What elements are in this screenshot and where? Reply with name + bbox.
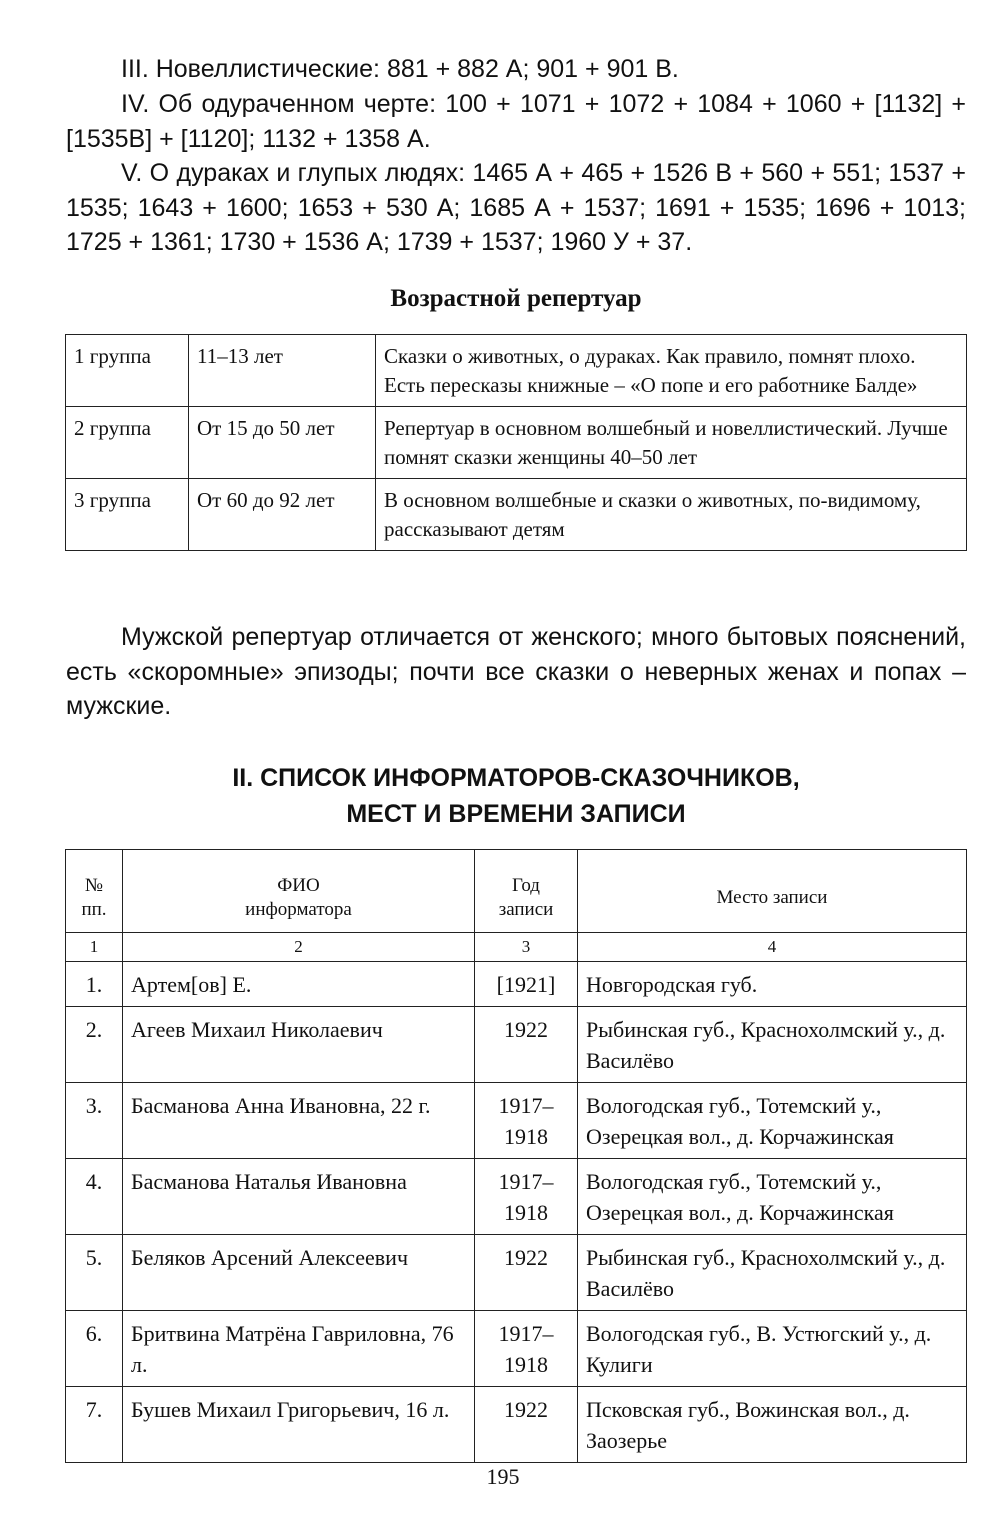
row-number: 2. (66, 1007, 123, 1083)
column-number: 1 (66, 933, 123, 962)
record-year: [1921] (475, 962, 578, 1007)
paragraph-novellistic: III. Новеллистические: 881 + 882 А; 901 + 901 В. (121, 55, 679, 83)
record-place: Псковская губ., Вожинская вол., д. Заозерье (578, 1387, 967, 1463)
row-number: 4. (66, 1159, 123, 1235)
table-row (66, 1007, 967, 1083)
informant-name: Басманова Анна Ивановна, 22 г. (123, 1083, 475, 1159)
age-range-cell: 11–13 лет (189, 335, 376, 407)
informant-name: Агеев Михаил Николаевич (123, 1007, 475, 1083)
header-year-line2: записи (498, 899, 554, 920)
age-group-cell: 3 группа (66, 479, 189, 551)
record-year: 1922 (475, 1387, 578, 1463)
header-year-line1: Год (512, 875, 540, 896)
header-place: Место записи (578, 850, 967, 933)
row-number: 1. (66, 962, 123, 1007)
title-line-1: II. СПИСОК ИНФОРМАТОРОВ-СКАЗОЧНИКОВ, (232, 764, 800, 792)
row-number: 3. (66, 1083, 123, 1159)
informant-name: Беляков Арсений Алексеевич (123, 1235, 475, 1311)
table-row (66, 335, 967, 407)
record-place: Рыбинская губ., Краснохолмский у., д. Василёво (578, 1007, 967, 1083)
repertoire-cell: Сказки о животных, о дураках. Как правило, помнят плохо. Есть пересказы книжные – «О попе и его работнике Балде» (376, 335, 967, 407)
table-row (66, 1235, 967, 1311)
column-number: 2 (123, 933, 475, 962)
column-number: 3 (475, 933, 578, 962)
record-place: Рыбинская губ., Краснохолмский у., д. Василёво (578, 1235, 967, 1311)
table-row (66, 1083, 967, 1159)
table-row (66, 962, 967, 1007)
header-number-line2: пп. (81, 899, 107, 920)
header-number (66, 850, 123, 933)
table-row (66, 407, 967, 479)
repertoire-cell: В основном волшебные и сказки о животных, по-видимому, рассказывают детям (376, 479, 967, 551)
repertoire-cell: Репертуар в основном волшебный и новеллистический. Лучше помнят сказки женщины 40–50 лет (376, 407, 967, 479)
paragraph-male-repertoire: Мужской репертуар отличается от женского; много бытовых пояснений, есть «скоромные» эпизоды; почти все сказки о неверных женах и попах – мужские. (66, 623, 966, 720)
paragraph-fools: V. О дураках и глупых людях: 1465 А + 465 + 1526 В + 560 + 551; 1537 + 1535; 1643 + 1600; 1653 + 530 А; 1685 А + 1537; 1691 + 1535; 1696 + 1013; 1725 + 1361; 1730 + 1536 А; 1739 + 1537; 1960 У + 37. (66, 159, 966, 256)
table-row (66, 1387, 967, 1463)
age-range-cell: От 15 до 50 лет (189, 407, 376, 479)
record-place: Новгородская губ. (578, 962, 967, 1007)
record-year: 1917–1918 (475, 1083, 578, 1159)
column-number-row (66, 933, 967, 962)
row-number: 6. (66, 1311, 123, 1387)
table-row (66, 1159, 967, 1235)
informant-name: Басманова Наталья Ивановна (123, 1159, 475, 1235)
age-group-cell: 2 группа (66, 407, 189, 479)
record-place: Вологодская губ., В. Устюгский у., д. Кулиги (578, 1311, 967, 1387)
row-number: 5. (66, 1235, 123, 1311)
informants-table (65, 849, 967, 1463)
informant-name: Бритвина Матрёна Гавриловна, 76 л. (123, 1311, 475, 1387)
header-row (66, 850, 967, 933)
record-year: 1922 (475, 1235, 578, 1311)
age-repertoire-table (65, 334, 967, 551)
table-row (66, 479, 967, 551)
title-line-2: МЕСТ И ВРЕМЕНИ ЗАПИСИ (346, 800, 686, 828)
table-row (66, 1311, 967, 1387)
age-group-cell: 1 группа (66, 335, 189, 407)
column-number: 4 (578, 933, 967, 962)
record-year: 1922 (475, 1007, 578, 1083)
row-number: 7. (66, 1387, 123, 1463)
informant-name: Бушев Михаил Григорьевич, 16 л. (123, 1387, 475, 1463)
informant-name: Артем[ов] Е. (123, 962, 475, 1007)
age-section-title: Возрастной репертуар (390, 285, 642, 312)
header-fio (123, 850, 475, 933)
header-fio-line1: ФИО (277, 875, 320, 896)
header-fio-line2: информатора (245, 899, 352, 920)
record-year: 1917–1918 (475, 1159, 578, 1235)
record-place: Вологодская губ., Тотемский у., Озерецкая вол., д. Корчажинская (578, 1159, 967, 1235)
informants-section-title (66, 760, 966, 832)
paragraph-fooled-devil: IV. Об одураченном черте: 100 + 1071 + 1072 + 1084 + 1060 + [1132] + [1535В] + [1120]; 1132 + 1358 А. (66, 90, 966, 153)
age-range-cell: От 60 до 92 лет (189, 479, 376, 551)
header-year (475, 850, 578, 933)
record-place: Вологодская губ., Тотемский у., Озерецкая вол., д. Корчажинская (578, 1083, 967, 1159)
record-year: 1917–1918 (475, 1311, 578, 1387)
header-number-line1: № (84, 875, 104, 896)
page-number: 195 (486, 1464, 520, 1489)
